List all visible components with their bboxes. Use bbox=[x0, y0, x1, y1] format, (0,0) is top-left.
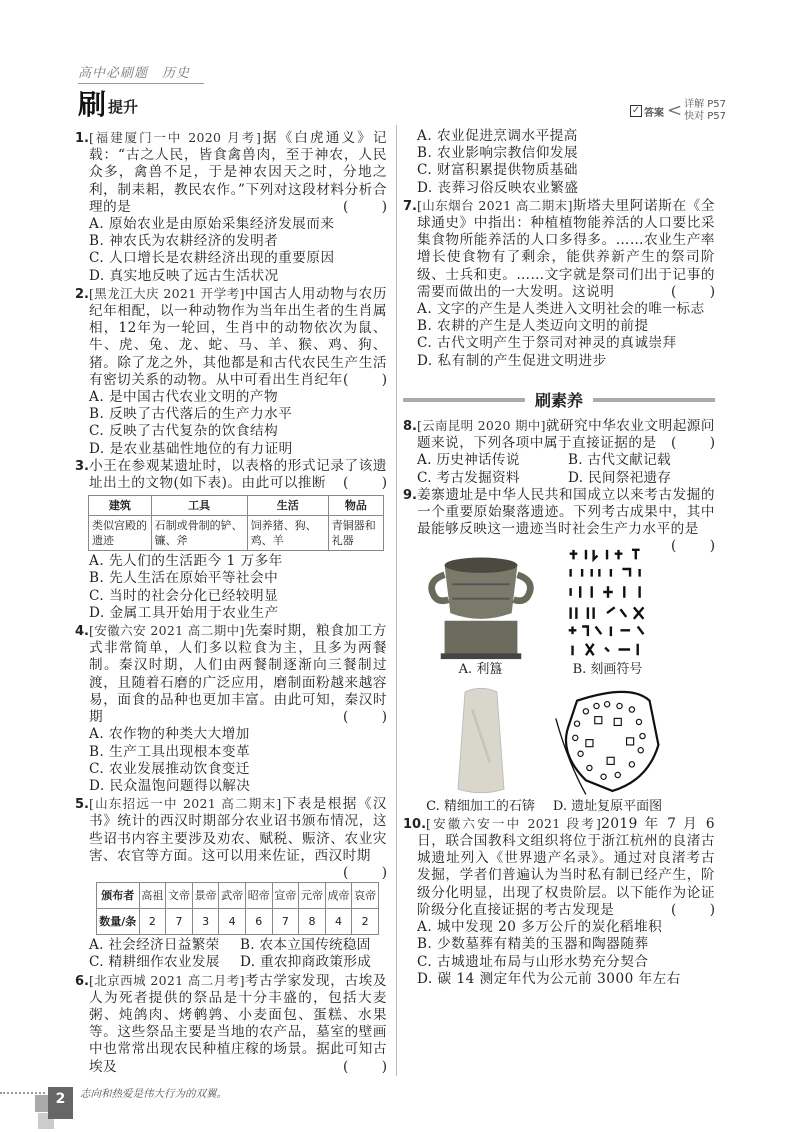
question-3 bbox=[75, 458, 387, 551]
option-a[interactable]: A. 农业促进烹调水平提高 bbox=[417, 128, 578, 144]
paren-open: ( bbox=[671, 901, 677, 918]
table-cell: 2 bbox=[352, 909, 379, 935]
option-c[interactable]: C. 农业发展推动饮食变迁 bbox=[89, 760, 250, 777]
table-header-cell: 哀帝 bbox=[352, 883, 379, 909]
option-b[interactable]: B. 农耕的产生是人类迈向文明的前提 bbox=[417, 318, 649, 335]
table-header-cell: 昭帝 bbox=[245, 883, 272, 909]
option-a[interactable]: A. 社会经济日益繁荣 bbox=[89, 937, 220, 954]
question-text: 小王在参观某遗址时，以表格的形式记录了该遗址出土的文物(如下表)。由此可以推断 bbox=[88, 457, 387, 492]
answer-blank bbox=[343, 709, 387, 726]
paren-close: ) bbox=[709, 901, 715, 918]
option-c[interactable]: C. 反映了古代复杂的饮食结构 bbox=[89, 423, 279, 440]
option-list bbox=[75, 389, 387, 458]
answer-label: 答案 bbox=[644, 107, 664, 119]
answer-blank bbox=[343, 475, 387, 492]
question-stem bbox=[75, 129, 387, 216]
option-d[interactable]: D. 碳 14 测定年代为公元前 3000 年左右 bbox=[417, 970, 681, 987]
paren-close: ) bbox=[381, 371, 387, 388]
checkbox-icon: ✓ bbox=[631, 105, 641, 116]
table-header-cell: 物品 bbox=[328, 496, 383, 516]
paren-open: ( bbox=[343, 371, 349, 388]
table-header-row bbox=[97, 883, 379, 909]
option-a[interactable]: A. 历史神话传说 bbox=[417, 452, 520, 469]
section-rule bbox=[593, 398, 715, 402]
left-column bbox=[75, 129, 387, 1076]
question-source: [北京西城 2021 高二月考] bbox=[88, 972, 245, 988]
figure-caption: B. 刻画符号 bbox=[572, 662, 643, 678]
table-cell: 6 bbox=[245, 909, 272, 935]
question-number: 5. bbox=[75, 797, 89, 813]
table-header-cell: 工具 bbox=[151, 496, 247, 516]
question-stem bbox=[75, 285, 387, 389]
option-b[interactable]: B. 农业影响宗教信仰发展 bbox=[417, 145, 579, 162]
paren-open: ( bbox=[671, 283, 677, 300]
question-source: [安徽六安一中 2021 段考] bbox=[426, 815, 602, 831]
table-cell: 类似宫殿的遗迹 bbox=[89, 516, 152, 551]
question-stem bbox=[75, 972, 387, 1076]
figure-caption: A. 利簋 bbox=[458, 662, 503, 678]
question-text: 就研究中华农业文明起源问题来说，下列各项中属于直接证据的是 bbox=[417, 418, 716, 452]
question-number: 4. bbox=[75, 624, 89, 640]
question-number: 10. bbox=[403, 816, 427, 832]
question-4 bbox=[75, 622, 387, 726]
section-title-suyang: 刷素养 bbox=[535, 390, 584, 410]
option-d[interactable]: D. 民间祭祀遗存 bbox=[568, 469, 672, 486]
bracket-icon: < bbox=[667, 100, 683, 121]
footer-dotted-line bbox=[0, 1092, 45, 1094]
question-stem bbox=[75, 622, 387, 726]
option-b[interactable]: B. 生产工具出现根本变革 bbox=[89, 743, 251, 760]
option-d[interactable]: D. 丧葬习俗反映农业繁盛 bbox=[417, 179, 579, 196]
data-table bbox=[88, 495, 384, 551]
section-rule bbox=[403, 398, 525, 402]
table-cell: 数量/条 bbox=[97, 909, 140, 935]
option-d[interactable]: D. 真实地反映了远古生活状况 bbox=[89, 267, 279, 284]
paren-open: ( bbox=[671, 538, 677, 555]
question-number: 3. bbox=[75, 458, 89, 474]
question-text: 姜寨遗址是中华人民共和国成立以来考古发掘的一个重要原始聚落遗迹。下列考古成果中，其中最能够反映这一遗迹当时社会生产力水平的是 bbox=[416, 486, 715, 538]
column-divider bbox=[396, 125, 397, 1076]
question-5 bbox=[75, 795, 387, 935]
question-number: 7. bbox=[403, 198, 417, 214]
option-d[interactable]: D. 金属工具开始用于农业生产 bbox=[89, 604, 279, 621]
page-number: 2 bbox=[48, 1087, 73, 1119]
paren-close: ) bbox=[381, 864, 387, 881]
right-column bbox=[403, 128, 715, 988]
section-title bbox=[78, 90, 138, 120]
option-b[interactable]: B. 先人生活在原始平等社会中 bbox=[89, 570, 279, 587]
question-source: [黑龙江大庆 2021 开学考] bbox=[88, 285, 245, 301]
paren-close: ) bbox=[381, 198, 387, 215]
question-stem bbox=[403, 417, 715, 452]
answer-blank bbox=[671, 538, 715, 555]
question-text: 2019 年 7 月 6 日，联合国教科文组织将位于浙江杭州的良渚古城遗址列入《世界遗产名录》。通过对良渚考古发掘，学者们普遍认为当时私有制已经产生，阶级分化明显，出现了权贵阶层。以下能作为论证阶级分化直接证据的考古发现是 bbox=[417, 815, 715, 918]
table-cell: 2 bbox=[139, 909, 166, 935]
option-list bbox=[403, 128, 715, 197]
question-8 bbox=[403, 417, 715, 452]
option-b[interactable]: B. 古代文献记载 bbox=[568, 452, 671, 469]
table-cell: 8 bbox=[299, 909, 326, 935]
answer-blank bbox=[343, 372, 387, 389]
option-b[interactable]: B. 少数墓葬有精美的玉器和陶器随葬 bbox=[417, 936, 649, 953]
site-plan-image bbox=[548, 683, 668, 798]
table-cell: 4 bbox=[325, 909, 352, 935]
question-stem bbox=[75, 795, 387, 881]
question-number: 2. bbox=[75, 286, 89, 302]
table-header-cell: 成帝 bbox=[325, 883, 352, 909]
question-number: 8. bbox=[403, 419, 417, 435]
question-1 bbox=[75, 129, 387, 216]
table-cell: 石制或骨制的铲、镰、斧 bbox=[151, 516, 247, 551]
paren-open: ( bbox=[343, 1058, 349, 1075]
figure-caption: D. 遗址复原平面图 bbox=[552, 798, 663, 814]
option-c[interactable]: C. 当时的社会分化已经较明显 bbox=[89, 587, 279, 604]
question-number: 9. bbox=[403, 487, 417, 503]
table-header-cell: 颁布者 bbox=[97, 883, 140, 909]
figure-grid bbox=[403, 546, 671, 814]
question-stem bbox=[403, 815, 715, 919]
option-list bbox=[75, 216, 387, 285]
question-number: 6. bbox=[75, 973, 89, 989]
question-source: [云南昆明 2020 期中] bbox=[416, 418, 546, 434]
table-header-cell: 高祖 bbox=[139, 883, 166, 909]
section-header-suyang bbox=[403, 392, 715, 409]
paren-close: ) bbox=[709, 538, 715, 555]
option-a[interactable]: A. 农作物的种类大大增加 bbox=[89, 726, 250, 743]
option-a[interactable]: A. 文字的产生是人类进入文明社会的唯一标志 bbox=[417, 301, 705, 318]
paren-open: ( bbox=[671, 435, 677, 452]
table-cell: 青铜器和礼器 bbox=[328, 516, 383, 551]
answer-reference bbox=[630, 99, 726, 123]
option-d[interactable]: D. 是农业基础性地位的有力证明 bbox=[89, 440, 293, 457]
footer-motto: 志向和热爱是伟大行为的双翼。 bbox=[80, 1088, 227, 1100]
option-a[interactable]: A. 先人们的生活距今 1 万多年 bbox=[89, 553, 283, 570]
table-header-cell: 生活 bbox=[247, 496, 328, 516]
table-row bbox=[97, 909, 379, 935]
figure-option-d[interactable] bbox=[544, 683, 671, 815]
paren-open: ( bbox=[343, 709, 349, 726]
paren-close: ) bbox=[709, 283, 715, 300]
option-c[interactable]: C. 精耕细作农业发展 bbox=[89, 954, 220, 971]
option-b[interactable]: B. 反映了古代落后的生产力水平 bbox=[89, 406, 293, 423]
answer-quick-page: 快对 P57 bbox=[684, 111, 727, 122]
option-b[interactable]: B. 神农氏为农耕经济的发明者 bbox=[89, 233, 279, 250]
subject-title: 历史 bbox=[162, 66, 191, 81]
question-text: 中国古人用动物与农历纪年相配，以一种动物作为当年出生者的生肖属相，12年为一轮回，生肖中的动物依次为鼠、牛、虎、兔、龙、蛇、马、羊、猴、鸡、狗、猪。除了龙之外，其他都是和古代农民生产生活有密切关系的动物。从中可看出生肖纪年 bbox=[89, 285, 388, 388]
paren-open: ( bbox=[343, 198, 349, 215]
question-source: [山东烟台 2021 高二期末] bbox=[416, 197, 573, 213]
option-b[interactable]: B. 农本立国传统稳固 bbox=[240, 937, 371, 954]
carved-symbols-image bbox=[563, 546, 653, 661]
question-text: 考古学家发现，古埃及人为死者提供的祭品是十分丰盛的，包括大麦粥、炖鸽肉、烤鹌鹑、小麦面包、蛋糕、水果等。这些祭品主要是当地的农产品，墓室的壁画中也常常出现农民种植庄稼的场景。据此可知古埃及 bbox=[89, 972, 388, 1075]
question-10 bbox=[403, 815, 715, 919]
option-a[interactable]: A. 城中发现 20 多万公斤的炭化稻堆积 bbox=[417, 919, 663, 936]
table-header-row bbox=[89, 496, 384, 516]
question-7 bbox=[403, 197, 715, 301]
table-header-cell: 宣帝 bbox=[272, 883, 299, 909]
option-list bbox=[75, 726, 387, 795]
question-text: 先秦时期，粮食加工方式非常简单，人们多以粒食为主，且多为两餐制。秦汉时期，人们由两餐制逐渐向三餐制过渡，且随着石磨的广泛应用，磨制面粉越来越容易，面食的品种也更加丰富。由此可知，秦汉时期 bbox=[89, 623, 388, 726]
option-list bbox=[403, 919, 715, 988]
option-d[interactable]: D. 私有制的产生促进文明进步 bbox=[417, 352, 607, 369]
table-cell: 7 bbox=[166, 909, 193, 935]
option-d[interactable]: D. 民众温饱问题得以解决 bbox=[89, 777, 251, 794]
table-header-cell: 元帝 bbox=[299, 883, 326, 909]
question-text: 据《白虎通义》记载：“古之人民，皆食禽兽肉，至于神农，人民众多，禽兽不足，于是神农因天之时，分地之利，制耒耜，教民农作。”下列对这段材料分析合理的是 bbox=[89, 130, 388, 215]
option-c[interactable]: C. 财富积累提供物质基础 bbox=[417, 162, 578, 179]
question-source: [安徽六安 2021 高二期中] bbox=[88, 623, 245, 639]
paren-close: ) bbox=[381, 709, 387, 726]
question-stem bbox=[75, 458, 387, 492]
table-header-cell: 建筑 bbox=[89, 496, 152, 516]
paren-open: ( bbox=[343, 475, 349, 492]
answer-blank bbox=[343, 199, 387, 216]
answer-blank bbox=[671, 902, 715, 919]
answer-blank bbox=[671, 435, 715, 452]
option-d[interactable]: D. 重农抑商政策形成 bbox=[240, 954, 372, 971]
question-source: [福建厦门一中 2020 月考] bbox=[88, 130, 262, 145]
table-row bbox=[89, 516, 384, 551]
question-text: 斯塔夫里阿诺斯在《全球通史》中指出：种植植物能养活的人口要比采集食物所能养活的人口多得多。……农业生产率增长使食物有了剩余，能供养新产生的祭司阶级、士兵和吏。……文字就是祭司们出于记事的需要而做出的一大发明。这说明 bbox=[417, 197, 716, 300]
answer-blank bbox=[671, 284, 715, 301]
question-9 bbox=[403, 486, 715, 555]
table-cell: 4 bbox=[219, 909, 246, 935]
paren-open: ( bbox=[343, 864, 349, 881]
table-cell: 7 bbox=[272, 909, 299, 935]
table-header-cell: 景帝 bbox=[192, 883, 219, 909]
table-cell: 3 bbox=[192, 909, 219, 935]
option-list bbox=[403, 301, 715, 370]
question-source: [山东招远一中 2021 高二期末] bbox=[88, 796, 282, 812]
book-title: 高中必刷题 bbox=[78, 66, 149, 81]
option-a[interactable]: A. 是中国古代农业文明的产物 bbox=[89, 389, 279, 406]
paren-close: ) bbox=[381, 475, 387, 492]
question-number: 1. bbox=[75, 131, 89, 146]
question-2 bbox=[75, 285, 387, 389]
table-cell: 饲养猪、狗、鸡、羊 bbox=[247, 516, 328, 551]
answer-blank bbox=[343, 865, 387, 882]
section-title-big: 刷 bbox=[78, 88, 107, 121]
option-list bbox=[75, 937, 387, 971]
figure-option-a[interactable] bbox=[417, 546, 544, 678]
table-header-cell: 武帝 bbox=[219, 883, 246, 909]
question-text: 下表是根据《汉书》统计的西汉时期部分农业诏书颁布情况，这些诏书内容主要涉及劝农、赋税、赈济、农业灾害、农官等方面。这可以用来佐证，西汉时期 bbox=[89, 796, 387, 864]
option-c[interactable]: C. 人口增长是农耕经济出现的重要原因 bbox=[89, 250, 335, 267]
running-header bbox=[78, 62, 204, 84]
stone-adze-image bbox=[441, 683, 521, 798]
paren-close: ) bbox=[709, 435, 715, 452]
paren-close: ) bbox=[381, 1058, 387, 1075]
figure-caption: C. 精细加工的石锛 bbox=[426, 798, 535, 814]
table-header-cell: 文帝 bbox=[166, 883, 193, 909]
data-table bbox=[96, 882, 379, 935]
question-stem bbox=[403, 197, 715, 301]
option-a[interactable]: A. 原始农业是由原始采集经济发展而来 bbox=[89, 216, 335, 233]
option-c[interactable]: C. 考古发掘资料 bbox=[417, 469, 520, 486]
section-title-small: 提升 bbox=[108, 98, 139, 116]
figure-option-b[interactable] bbox=[544, 546, 671, 678]
vessel-image bbox=[421, 546, 541, 661]
question-6 bbox=[75, 972, 387, 1076]
option-list bbox=[403, 452, 715, 486]
figure-option-c[interactable] bbox=[417, 683, 544, 815]
option-c[interactable]: C. 古代文明产生于祭司对神灵的真诚崇拜 bbox=[417, 335, 677, 352]
footer bbox=[0, 1086, 790, 1131]
option-list bbox=[75, 553, 387, 622]
question-stem bbox=[403, 486, 715, 555]
option-c[interactable]: C. 古城遗址布局与山形水势充分契合 bbox=[417, 953, 649, 970]
answer-detail-page: 详解 P57 bbox=[684, 99, 727, 110]
answer-blank bbox=[343, 1059, 387, 1076]
